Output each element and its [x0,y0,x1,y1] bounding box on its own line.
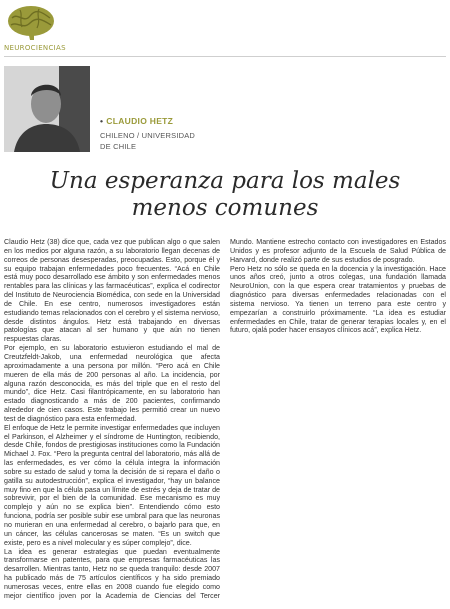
affiliation-line: DE CHILE [100,142,137,151]
brain-icon [6,4,56,42]
author-block [100,116,250,152]
article-body [4,238,446,604]
bullet-icon: • [100,116,104,126]
section-divider [4,56,446,57]
title-line: menos comunes [131,195,319,221]
author-portrait [4,66,90,152]
affiliation-line: CHILENO / UNIVERSIDAD [100,131,196,140]
body-paragraph: El enfoque de Hetz le permite investigar enfermedades que incluyen el Parkinson, el Alzheimer y el síndrome de Huntington, recibiendo, desde Chile, fondos de prestigiosas instituciones como la Fundación Michael J. Fox. “Pero la pregunta central del laboratorio, más allá de las enfermedades, es ver cómo la célula integra la información sobre su estado de salud y toma la decisión de si repara el daño o gatilla su autodestrucción”, explica el investigador, “hay un balance muy fino en que la célula pasa un límite de estrés y deja de tratar de sobrevivir, por el bien de la comunidad. Ese mecanismo es muy complejo y aún no se explica bien”. Entendiendo cómo esto funciona, podría ser posible subir ese umbral para que las neuronas no murieran en una enfermedad al cerebro, o bajarlo para que, en un cáncer, las células cancerosas se maten. “Es un switch que existe, pero es a nivel molecular y es súper complejo”, dice. [4,423,220,547]
section-label: NEUROCIENCIAS [4,44,66,52]
body-paragraph: Por ejemplo, en su laboratorio estuvieron estudiando el mal de Creutzfeldt-Jakob, una enfermedad neurológica que afecta aproximadamente a una persona por millón. “Pero acá en Chile mueren de ella más de 200 personas al año. La incidencia, por alguna razón desconocida, es más del triple que en el resto del mundo”, dice Hetz. Casi filantrópicamente, en su laboratorio han estado diagnosticando a más de 200 pacientes, confirmando alrededor de cien casos. Este trabajo les permitió crear un nuevo test de diagnóstico para esta enfermedad. [4,344,220,423]
body-paragraph: La idea es generar estrategias que puedan eventualmente transformarse en patentes, para que empresas farmacéuticas las desarrollen. Mientras tanto, Hetz no se queda tranquilo: desde 2007 ha publicado más de 75 artículos científicos y ha sido premiado numerosas veces, entre ellas en 2008 cuando fue elegido como mejor científico joven por la Academia de Ciencias del Tercer Mundo. Mantiene estrecho contacto con investigadores en Estados Unidos y es profesor adjunto de la Escuela de Salud Pública de Harvard, donde realizó parte de sus estudios de posgrado. [4,238,446,600]
title-line: Una esperanza para los males [49,168,401,194]
author-name [100,116,250,126]
body-paragraph: Pero Hetz no sólo se queda en la docencia y la investigación. Hace unos años creó, junto a otros colegas, una fundación llamada NeuroUnion, con la que espera crear tratamientos y pruebas de diagnóstico para diversas enfermedades relacionadas con el sistema nervioso. Ya tienen un terreno para este centro y empezarían a construirlo próximamente. “La idea es estudiar enfermedades en Chile, tratar de generar terapias locales y, en el futuro, ojalá poder hacer ensayos clínicos acá”, explica Hetz. [230,264,446,335]
article-title [20,168,430,222]
portrait-silhouette-icon [4,66,90,152]
author-name-text: CLAUDIO HETZ [106,116,174,126]
body-paragraph: Claudio Hetz (38) dice que, cada vez que publican algo o que salen en los medios por alguna razón, a su laboratorio llegan decenas de correos de personas desesperadas, preocupadas. Esto, porque él y su equipo trabajan enfermedades poco frecuentes. “Acá en Chile está muy poco desarrollado ese ámbito y son enfermedades menos rentables para las clínicas y las farmacéuticas”, explica el codirector del Instituto de Neurociencia Biomédica, con sede en la Universidad de Chile. En ese centro, numerosos investigadores están estudiando temas relacionados con el cerebro y el sistema nervioso, desde distintos ángulos. Hetz está trabajando en diversas patologías que atacan al ser humano y que aún no tienen respuestas claras. [4,238,220,344]
author-affiliation [100,130,250,152]
